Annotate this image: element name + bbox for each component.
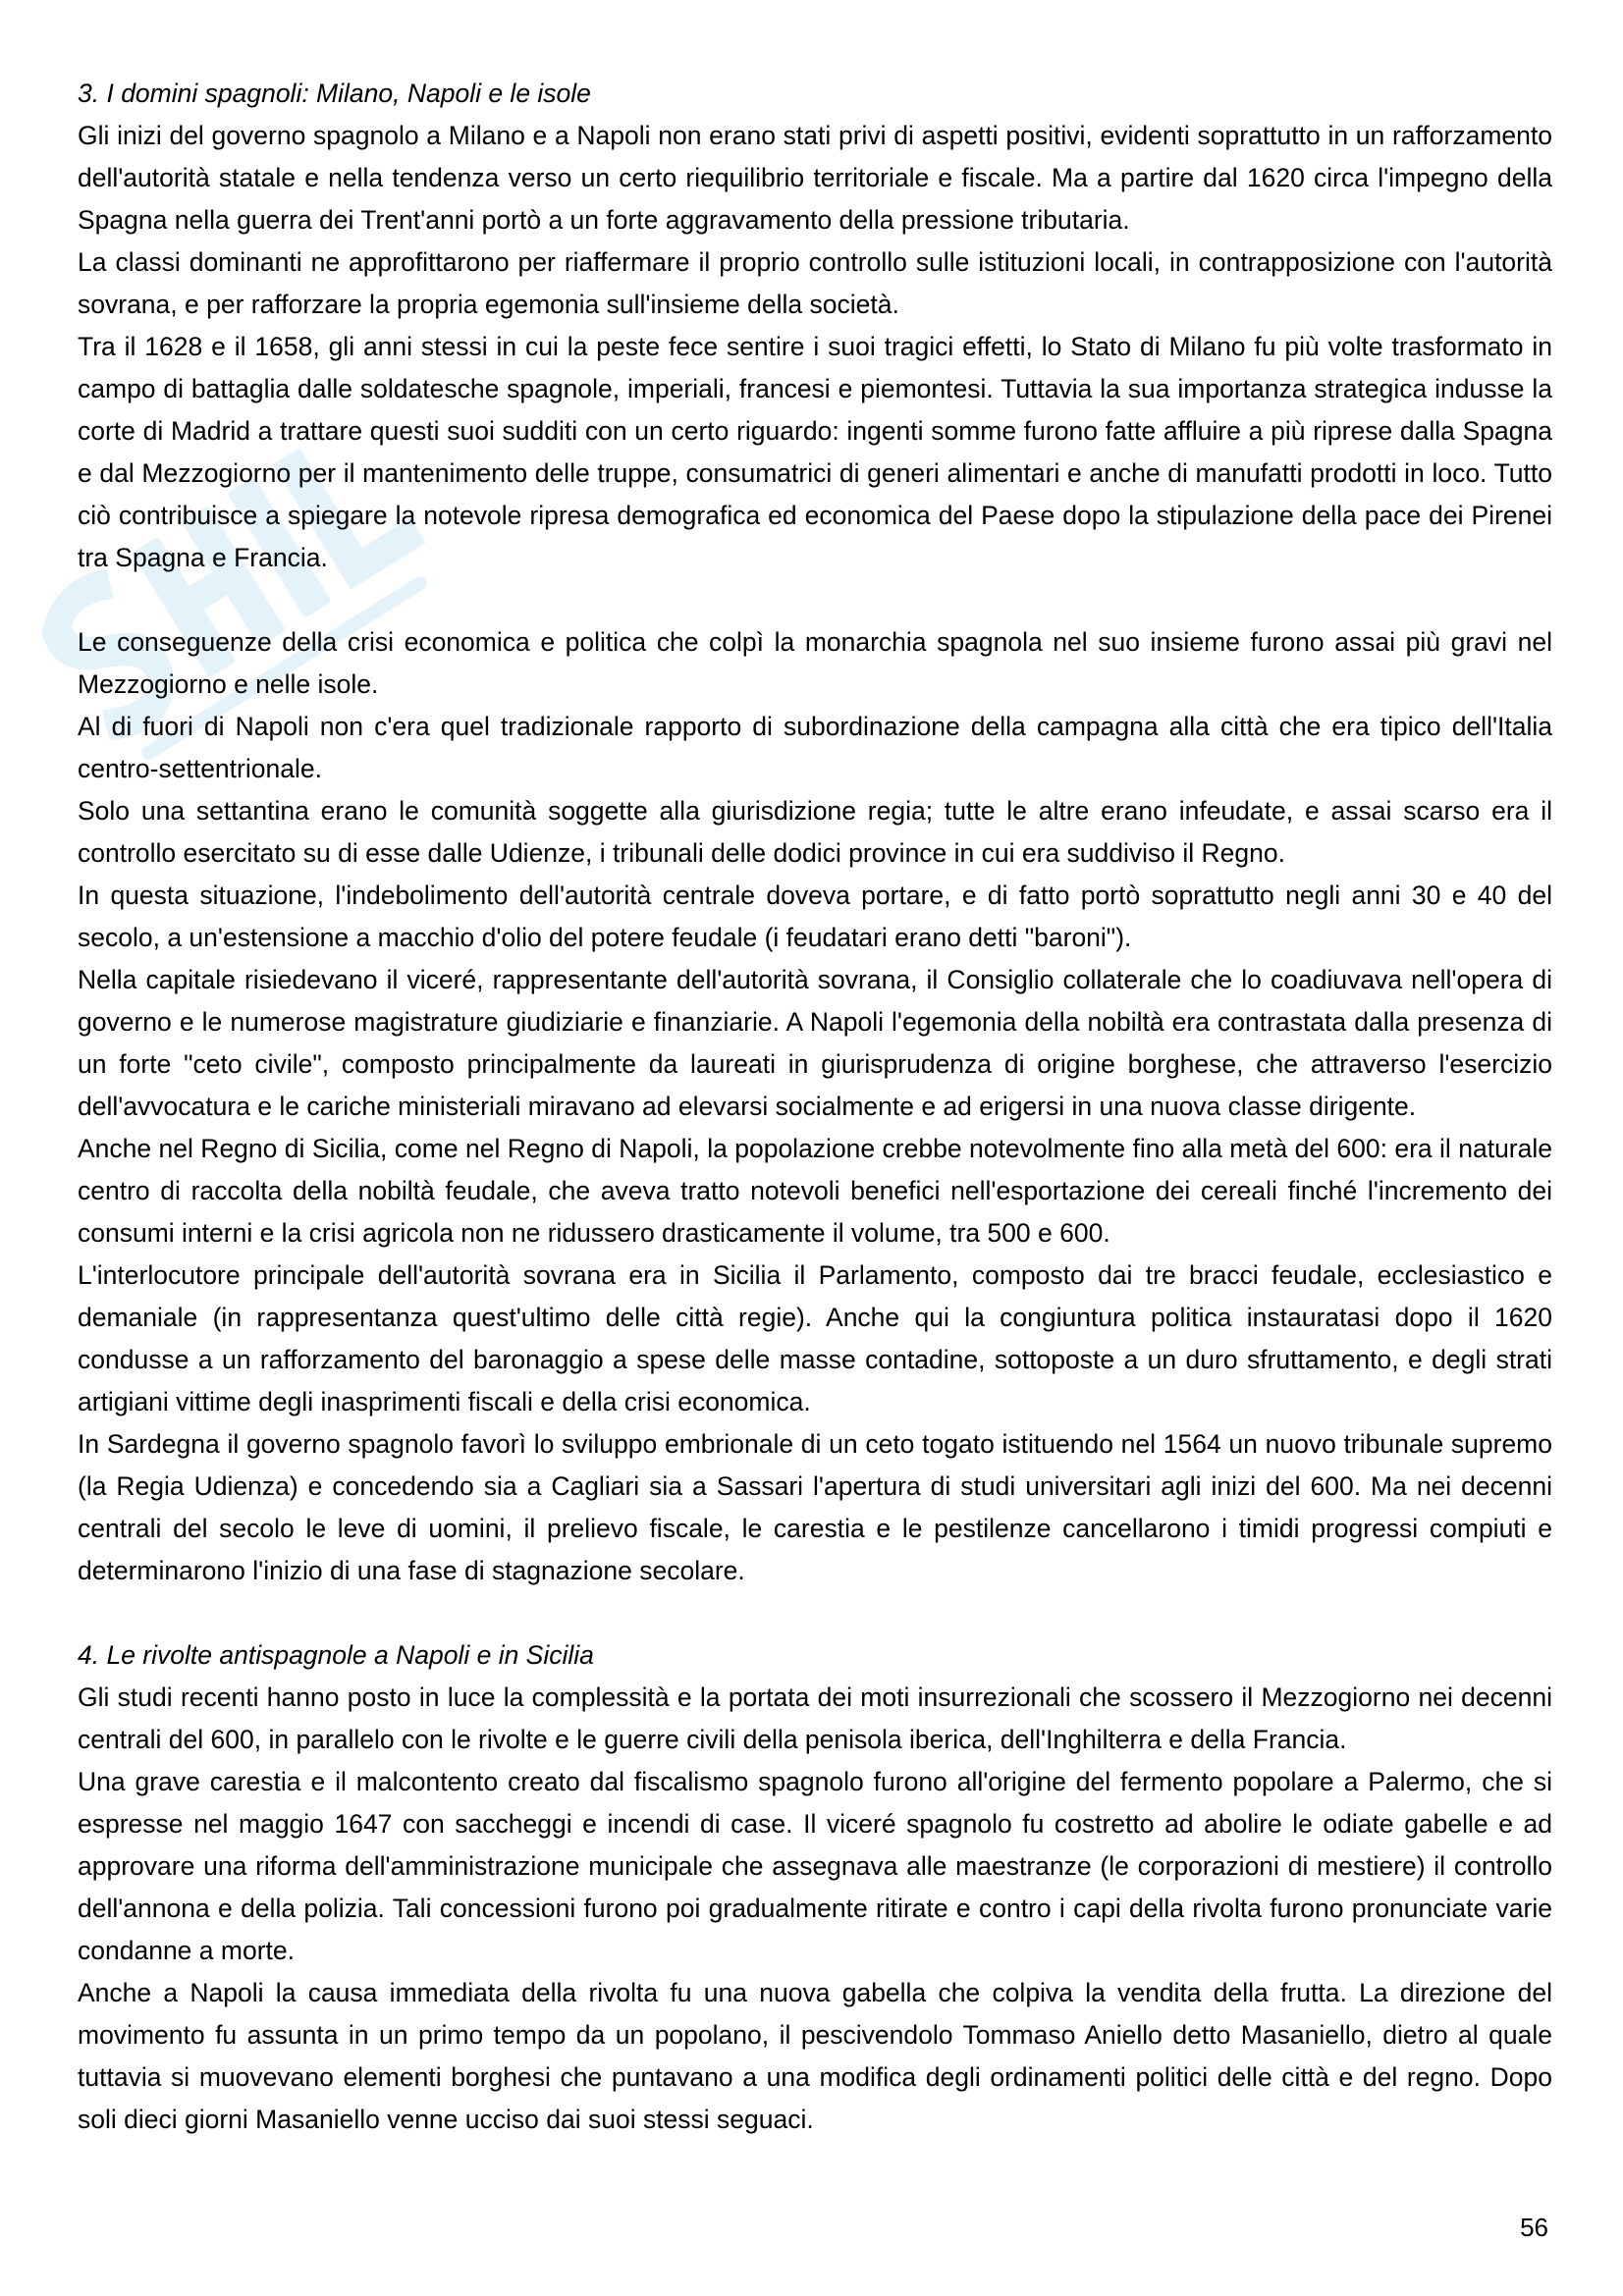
paragraph-spacer (78, 579, 1552, 621)
paragraph: Una grave carestia e il malcontento creato dal fiscalismo spagnolo furono all'origine del fermento popolare a Palermo, che si espresse nel maggio 1647 con saccheggi e incendi di case. Il viceré spagnolo fu costretto ad abolire le odiate gabelle e ad approvare una riforma dell'amministrazione municipale che assegnava alle maestranze (le corporazioni di mestiere) il controllo dell'annona e della polizia. Tali concessioni furono poi gradualmente ritirate e contro i capi della rivolta furono pronunciate varie condanne a morte. (78, 1767, 1552, 1965)
paragraph: In Sardegna il governo spagnolo favorì lo sviluppo embrionale di un ceto togato istituendo nel 1564 un nuovo tribunale supremo (la Regia Udienza) e concedendo sia a Cagliari sia a Sassari l'apertura di studi universitari agli inizi del 600. Ma nei decenni centrali del secolo le leve di uomini, il prelievo fiscale, le carestia e le pestilenze cancellarono i timidi progressi compiuti e determinarono l'inizio di una fase di stagnazione secolare. (78, 1429, 1552, 1585)
paragraph: Anche a Napoli la causa immediata della rivolta fu una nuova gabella che colpiva la vendita della frutta. La direzione del movimento fu assunta in un primo tempo da un popolano, il pescivendolo Tommaso Aniello detto Masaniello, dietro al quale tuttavia si muovevano elementi borghesi che puntavano a una modifica degli ordinamenti politici delle città e del regno. Dopo soli dieci giorni Masaniello venne ucciso dai suoi stessi seguaci. (78, 1978, 1552, 2134)
paragraph: Solo una settantina erano le comunità soggette alla giurisdizione regia; tutte le altre erano infeudate, e assai scarso era il controllo esercitato su di esse dalle Udienze, i tribunali delle dodici province in cui era suddiviso il Regno. (78, 796, 1552, 868)
section-heading-3: 3. I domini spagnoli: Milano, Napoli e le isole (78, 79, 591, 108)
document-body (78, 73, 1552, 2141)
paragraph: Le conseguenze della crisi economica e politica che colpì la monarchia spagnola nel suo insieme furono assai più gravi nel Mezzogiorno e nelle isole. (78, 627, 1552, 699)
paragraph: Al di fuori di Napoli non c'era quel tradizionale rapporto di subordinazione della campagna alla città che era tipico dell'Italia centro-settentrionale. (78, 712, 1552, 783)
paragraph: Anche nel Regno di Sicilia, come nel Regno di Napoli, la popolazione crebbe notevolmente fino alla metà del 600: era il naturale centro di raccolta della nobiltà feudale, che aveva tratto notevoli benefici nell'esportazione dei cereali finché l'incremento dei consumi interni e la crisi agricola non ne ridussero drasticamente il volume, tra 500 e 600. (78, 1134, 1552, 1248)
paragraph: L'interlocutore principale dell'autorità sovrana era in Sicilia il Parlamento, composto dai tre bracci feudale, ecclesiastico e demaniale (in rappresentanza quest'ultimo delle città regie). Anche qui la congiuntura politica instauratasi dopo il 1620 condusse a un rafforzamento del baronaggio a spese delle masse contadine, sottoposte a un duro sfruttamento, e degli strati artigiani vittime degli inasprimenti fiscali e della crisi economica. (78, 1260, 1552, 1416)
paragraph: Gli studi recenti hanno posto in luce la complessità e la portata dei moti insurrezionali che scossero il Mezzogiorno nei decenni centrali del 600, in parallelo con le rivolte e le guerre civili della penisola iberica, dell'Inghilterra e della Francia. (78, 1682, 1552, 1754)
paragraph: Nella capitale risiedevano il viceré, rappresentante dell'autorità sovrana, il Consiglio collaterale che lo coadiuvava nell'opera di governo e le numerose magistrature giudiziarie e finanziarie. A Napoli l'egemonia della nobiltà era contrastata dalla presenza di un forte "ceto civile", composto principalmente da laureati in giurisprudenza di origine borghese, che attraverso l'esercizio dell'avvocatura e le cariche ministeriali miravano ad elevarsi socialmente e ad erigersi in una nuova classe dirigente. (78, 965, 1552, 1121)
section-heading-4: 4. Le rivolte antispagnole a Napoli e in Sicilia (78, 1640, 594, 1670)
paragraph: In questa situazione, l'indebolimento dell'autorità centrale doveva portare, e di fatto portò soprattutto negli anni 30 e 40 del secolo, a un'estensione a macchio d'olio del potere feudale (i feudatari erano detti "baroni"). (78, 881, 1552, 952)
paragraph-spacer (78, 1592, 1552, 1634)
paragraph: La classi dominanti ne approfittarono per riaffermare il proprio controllo sulle istituzioni locali, in contrapposizione con l'autorità sovrana, e per rafforzare la propria egemonia sull'insieme della società. (78, 247, 1552, 319)
paragraph: Tra il 1628 e il 1658, gli anni stessi in cui la peste fece sentire i suoi tragici effetti, lo Stato di Milano fu più volte trasformato in campo di battaglia dalle soldatesche spagnole, imperiali, francesi e piemontesi. Tuttavia la sua importanza strategica indusse la corte di Madrid a trattare questi suoi sudditi con un certo riguardo: ingenti somme furono fatte affluire a più riprese dalla Spagna e dal Mezzogiorno per il mantenimento delle truppe, consumatrici di generi alimentari e anche di manufatti prodotti in loco. Tutto ciò contribuisce a spiegare la notevole ripresa demografica ed economica del Paese dopo la stipulazione della pace dei Pirenei tra Spagna e Francia. (78, 332, 1552, 572)
page-number: 56 (1520, 2213, 1548, 2242)
paragraph: Gli inizi del governo spagnolo a Milano e a Napoli non erano stati privi di aspetti positivi, evidenti soprattutto in un rafforzamento dell'autorità statale e nella tendenza verso un certo riequilibrio territoriale e fiscale. Ma a partire dal 1620 circa l'impegno della Spagna nella guerra dei Trent'anni portò a un forte aggravamento della pressione tributaria. (78, 121, 1552, 235)
